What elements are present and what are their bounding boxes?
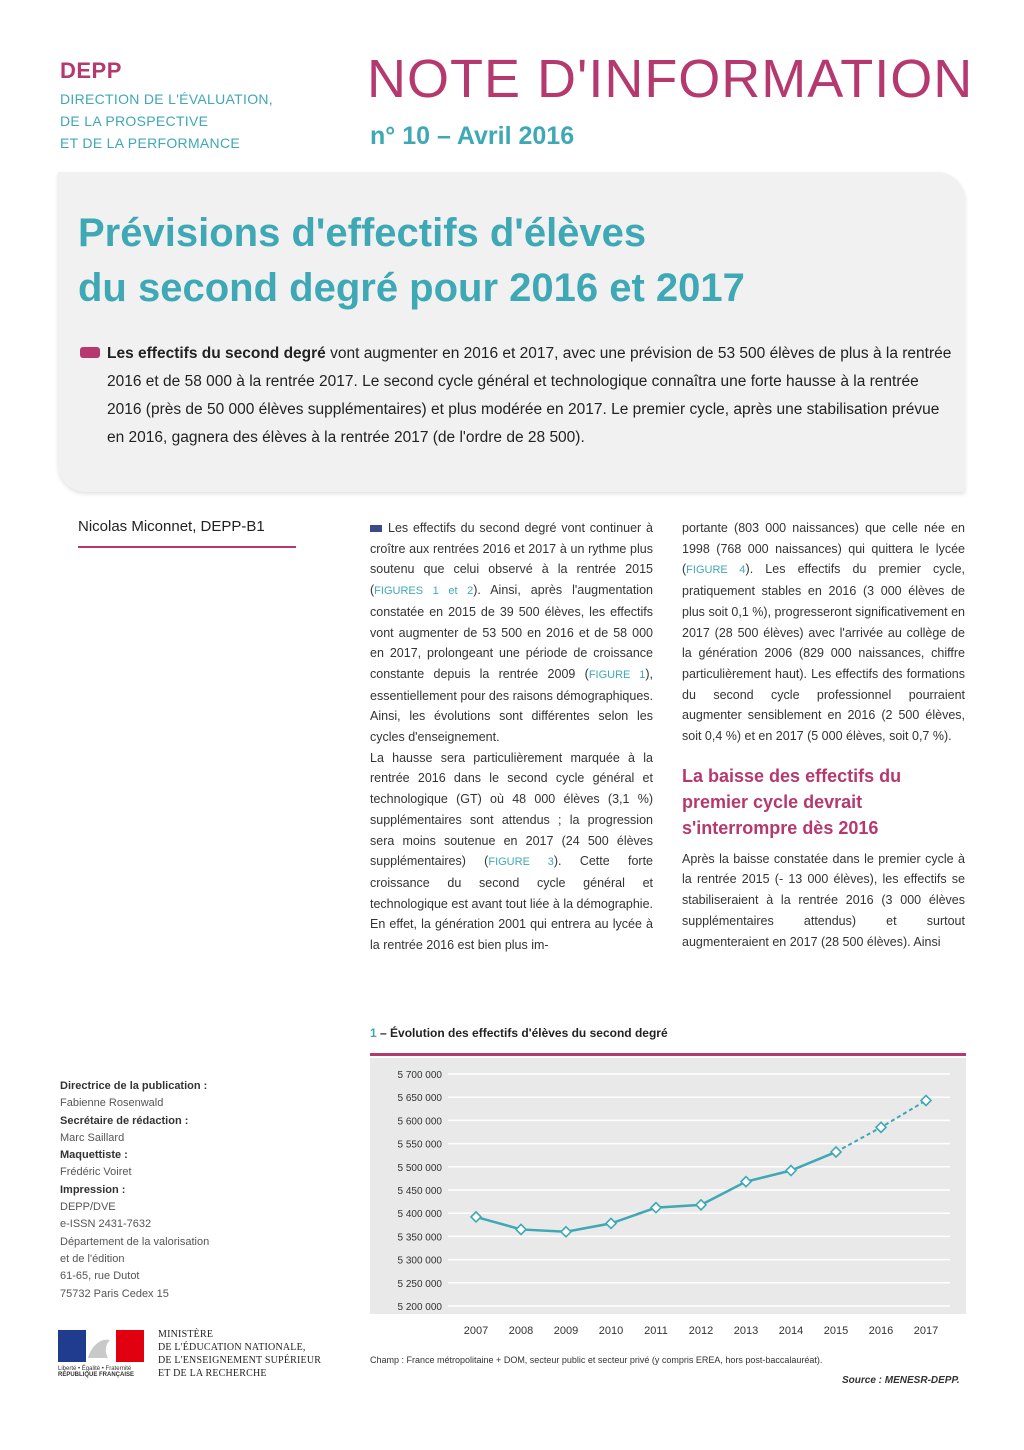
figure-divider <box>370 1053 966 1056</box>
paragraph: Après la baisse constatée dans le premier cycle à la rentrée 2015 (- 13 000 élèves), les effectifs se stabiliseraient à la rentrée 2016 (3 000 élèves supplémentaires attendus) et surtout augmenteraient en 2017 (28 500 élèves). Ainsi <box>682 851 965 949</box>
publication-title: NOTE D'INFORMATION <box>367 49 974 109</box>
section-heading: La baisse des effectifs du premier cycle devrait s'interrompre dès 2016 <box>682 765 902 838</box>
colophon-label: Impression : <box>60 1183 126 1196</box>
y-tick-label: 5 700 000 <box>397 1070 442 1081</box>
x-tick-label: 2012 <box>688 1325 714 1337</box>
y-tick-label: 5 450 000 <box>397 1186 442 1197</box>
x-tick-label: 2008 <box>508 1325 534 1337</box>
colophon-value: Marc Saillard <box>60 1131 125 1144</box>
y-tick-label: 5 650 000 <box>397 1093 442 1105</box>
x-tick-label: 2011 <box>644 1325 668 1337</box>
issue-number: n° 10 – Avril 2016 <box>370 122 575 150</box>
x-tick-label: 2017 <box>913 1325 939 1337</box>
author: Nicolas Miconnet, DEPP-B1 <box>78 518 265 535</box>
figure-title: 1 – Évolution des effectifs d'élèves du second degré <box>370 1026 668 1040</box>
x-tick-label: 2013 <box>733 1325 759 1337</box>
organization-name <box>60 88 273 154</box>
colophon-label: Directrice de la publication : <box>60 1080 208 1092</box>
org-line: ET DE LA PERFORMANCE <box>60 135 241 151</box>
marianne-logo-icon <box>58 1330 144 1362</box>
org-line: DE LA PROSPECTIVE <box>60 113 209 129</box>
ministry-line: ET DE LA RECHERCHE <box>158 1368 267 1379</box>
org-line: DIRECTION DE L'ÉVALUATION, <box>60 91 273 107</box>
y-tick-label: 5 400 000 <box>397 1209 442 1221</box>
article-title <box>78 206 948 316</box>
summary-rest: vont augmenter en 2016 et 2017, avec une prévision de 53 500 élèves de plus à la rentrée 2016 et de 58 000 à la rentrée 2017. Le second cycle général et technologique connaîtra une forte hausse à la rentrée 2016 (près de 50 000 élèves supplémentaires) et plus modérée en 2017. Le premier cycle, après une stabilisation prévue en 2016, gagnera des élèves à la rentrée 2017 (de l'ordre de 28 500). <box>107 345 952 446</box>
colophon-value: Fabienne Rosenwald <box>60 1097 164 1110</box>
paragraph: La hausse sera particulièrement marquée à la rentrée 2016 dans le second cycle général et technologique (GT) où 48 000 élèves (3,1 %) supplémentaires sont attendus ; la progression sera moins soutenue en 2017 (24 500 élèves supplémentaires) (FIGURE 3). Cette forte croissance du second cycle général et technologique est avant tout liée à la démographie. En effet, la génération 2001 qui entrera au lycée à la rentrée 2016 est bien plus im- <box>370 750 653 953</box>
summary-text <box>107 340 952 452</box>
ministry-line: DE L'ÉDUCATION NATIONALE, <box>158 1342 306 1353</box>
colophon-value: DEPP/DVE <box>60 1201 116 1214</box>
colophon-value: e-ISSN 2431-7632 <box>60 1218 152 1231</box>
title-line: Prévisions d'effectifs d'élèves <box>78 211 647 255</box>
depp-logo-text: DEPP <box>60 58 122 83</box>
figure-link[interactable]: FIGURE 4 <box>686 564 746 577</box>
figure-note: Champ : France métropolitaine + DOM, secteur public et secteur privé (y compris EREA, hors post-baccalauréat). <box>370 1355 823 1365</box>
y-tick-label: 5 300 000 <box>397 1255 442 1267</box>
figure-number: 1 <box>370 1026 377 1040</box>
x-tick-label: 2009 <box>553 1325 579 1337</box>
square-bullet-icon <box>370 525 382 532</box>
y-tick-label: 5 600 000 <box>397 1116 442 1128</box>
colophon-label: Maquettiste : <box>60 1149 128 1162</box>
y-tick-label: 5 250 000 <box>397 1278 442 1290</box>
colophon-value: Frédéric Voiret <box>60 1166 132 1179</box>
ministry-name <box>158 1328 321 1380</box>
figure-link[interactable]: FIGURE 1 <box>588 668 646 681</box>
figure-link[interactable]: FIGURES 1 et 2 <box>374 585 474 598</box>
x-tick-label: 2010 <box>598 1325 624 1337</box>
x-tick-label: 2015 <box>823 1325 849 1337</box>
colophon-value: Département de la valorisation <box>60 1235 210 1248</box>
body-column-2 <box>682 518 965 952</box>
y-tick-label: 5 350 000 <box>397 1232 442 1244</box>
body-column-1 <box>370 518 653 956</box>
paragraph: Les effectifs du second degré vont continuer à croître aux rentrées 2016 et 2017 à un rythme plus soutenu que celui observé à la rentrée 2015 (FIGURES 1 et 2). Ainsi, après l'augmentation constatée en 2015 de 39 500 élèves, les effectifs vont augmenter de 53 500 en 2016 et de 58 000 en 2017, prolongeant une période de croissance constante depuis la rentrée 2009 (FIGURE 1), essentiellement pour des raisons démographiques. Ainsi, les évolutions sont différentes selon les cycles d'enseignement. <box>370 521 654 745</box>
x-tick-label: 2007 <box>463 1325 489 1337</box>
figure-link[interactable]: FIGURE 3 <box>488 856 554 869</box>
colophon-value: 75732 Paris Cedex 15 <box>60 1287 169 1300</box>
colophon-value: 61-65, rue Dutot <box>60 1270 140 1283</box>
ministry-line: MINISTÈRE <box>158 1329 214 1340</box>
x-tick-label: 2014 <box>778 1325 804 1337</box>
colophon-label: Secrétaire de rédaction : <box>60 1114 189 1127</box>
ministry-line: DE L'ENSEIGNEMENT SUPÉRIEUR <box>158 1355 322 1366</box>
colophon-value: et de l'édition <box>60 1252 125 1265</box>
bullet-icon <box>80 347 100 358</box>
y-tick-label: 5 550 000 <box>397 1139 442 1151</box>
author-divider <box>78 546 296 548</box>
colophon <box>60 1078 260 1303</box>
chart-background <box>370 1058 966 1314</box>
x-tick-label: 2016 <box>868 1325 894 1337</box>
summary-bold: Les effectifs du second degré <box>107 345 326 362</box>
line-chart <box>370 1058 966 1348</box>
paragraph: portante (803 000 naissances) que celle née en 1998 (768 000 naissances) qui quittera le lycée (FIGURE 4). Les effectifs du premier cycle, pratiquement stables en 2016 (3 000 élèves de plus soit 0,1 %), progresseront significativement en 2017 (28 500 élèves) avec l'arrivée au collège de la génération 2006 (829 000 naissances, chiffre particulièrement haut). Les effectifs des formations du second cycle professionnel pourraient augmenter sensiblement en 2016 (2 500 élèves, soit 0,4 %) et en 2017 (5 000 élèves, soit 0,7 %). <box>682 521 965 744</box>
figure-source: Source : MENESR-DEPP. <box>842 1375 960 1386</box>
title-line: du second degré pour 2016 et 2017 <box>78 266 745 310</box>
y-tick-label: 5 500 000 <box>397 1162 442 1174</box>
y-tick-label: 5 200 000 <box>397 1302 442 1313</box>
republic-caption: Liberté • Égalité • Fraternité RÉPUBLIQUE FRANÇAISE <box>58 1366 135 1378</box>
